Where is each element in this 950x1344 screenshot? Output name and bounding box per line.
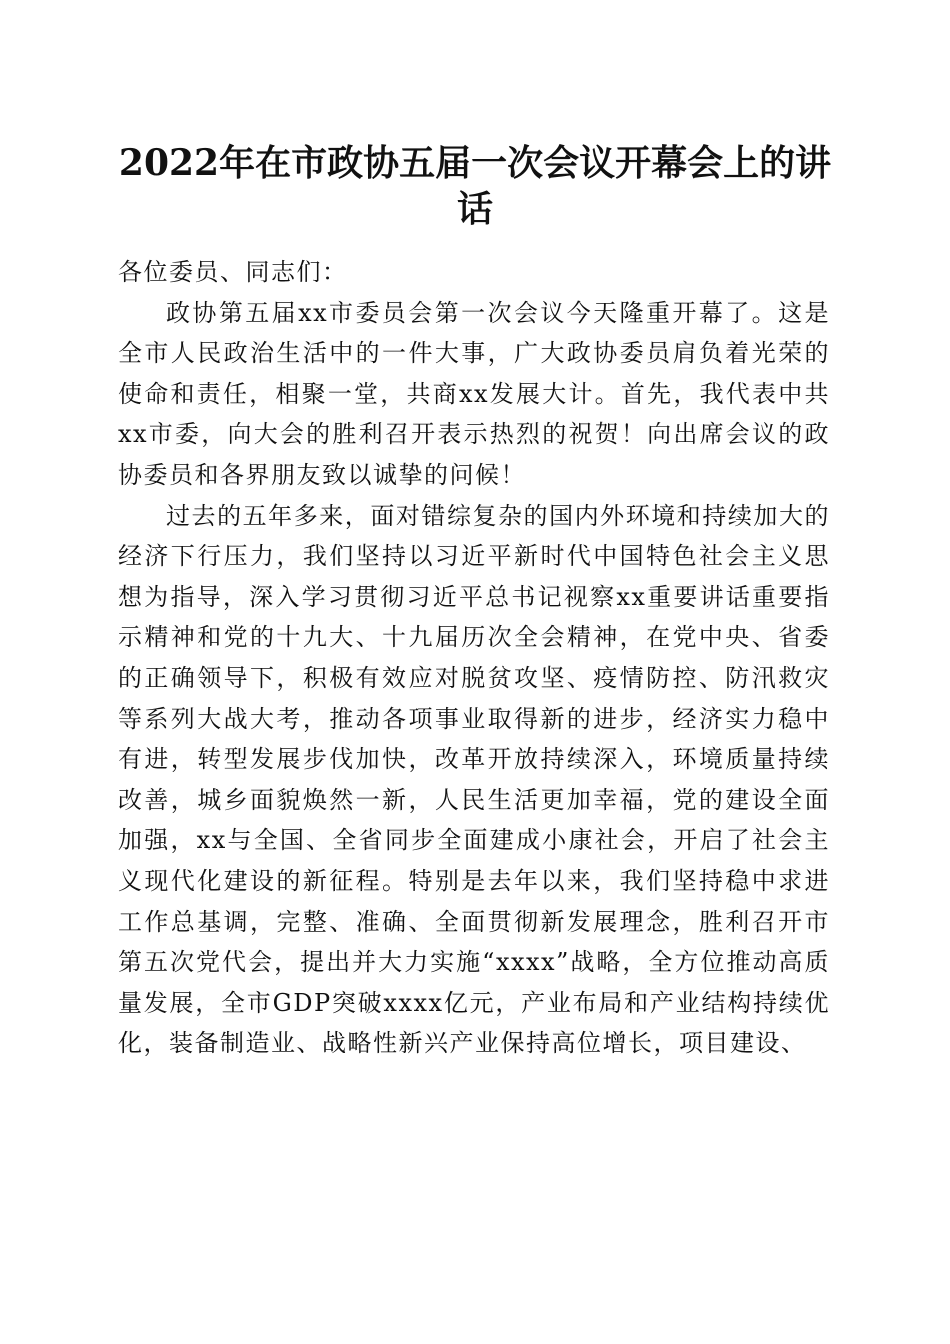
document-title: 2022年在市政协五届一次会议开幕会上的讲话: [118, 142, 832, 230]
document-body: [118, 252, 830, 1064]
paragraph-1: 政协第五届xx市委员会第一次会议今天隆重开幕了。这是全市人民政治生活中的一件大事，广大政协委员肩负着光荣的使命和责任，相聚一堂，共商xx发展大计。首先，我代表中共xx市委，向大会的胜利召开表示热烈的祝贺！向出席会议的政协委员和各界朋友致以诚挚的问候！: [118, 298, 830, 489]
salutation: 各位委员、同志们：: [118, 258, 348, 286]
paragraph-2: 过去的五年多来，面对错综复杂的国内外环境和持续加大的经济下行压力，我们坚持以习近平新时代中国特色社会主义思想为指导，深入学习贯彻习近平总书记视察xx重要讲话重要指示精神和党的十九大、十九届历次全会精神，在党中央、省委的正确领导下，积极有效应对脱贫攻坚、疫情防控、防汛救灾等系列大战大考，推动各项事业取得新的进步，经济实力稳中有进，转型发展步伐加快，改革开放持续深入，环境质量持续改善，城乡面貌焕然一新，人民生活更加幸福，党的建设全面加强，xx与全国、全省同步全面建成小康社会，开启了社会主义现代化建设的新征程。特别是去年以来，我们坚持稳中求进工作总基调，完整、准确、全面贯彻新发展理念，胜利召开市第五次党代会，提出并大力实施“xxxx”战略，全方位推动高质量发展，全市GDP突破xxxx亿元，产业布局和产业结构持续优化，装备制造业、战略性新兴产业保持高位增长，项目建设、: [118, 501, 830, 1058]
